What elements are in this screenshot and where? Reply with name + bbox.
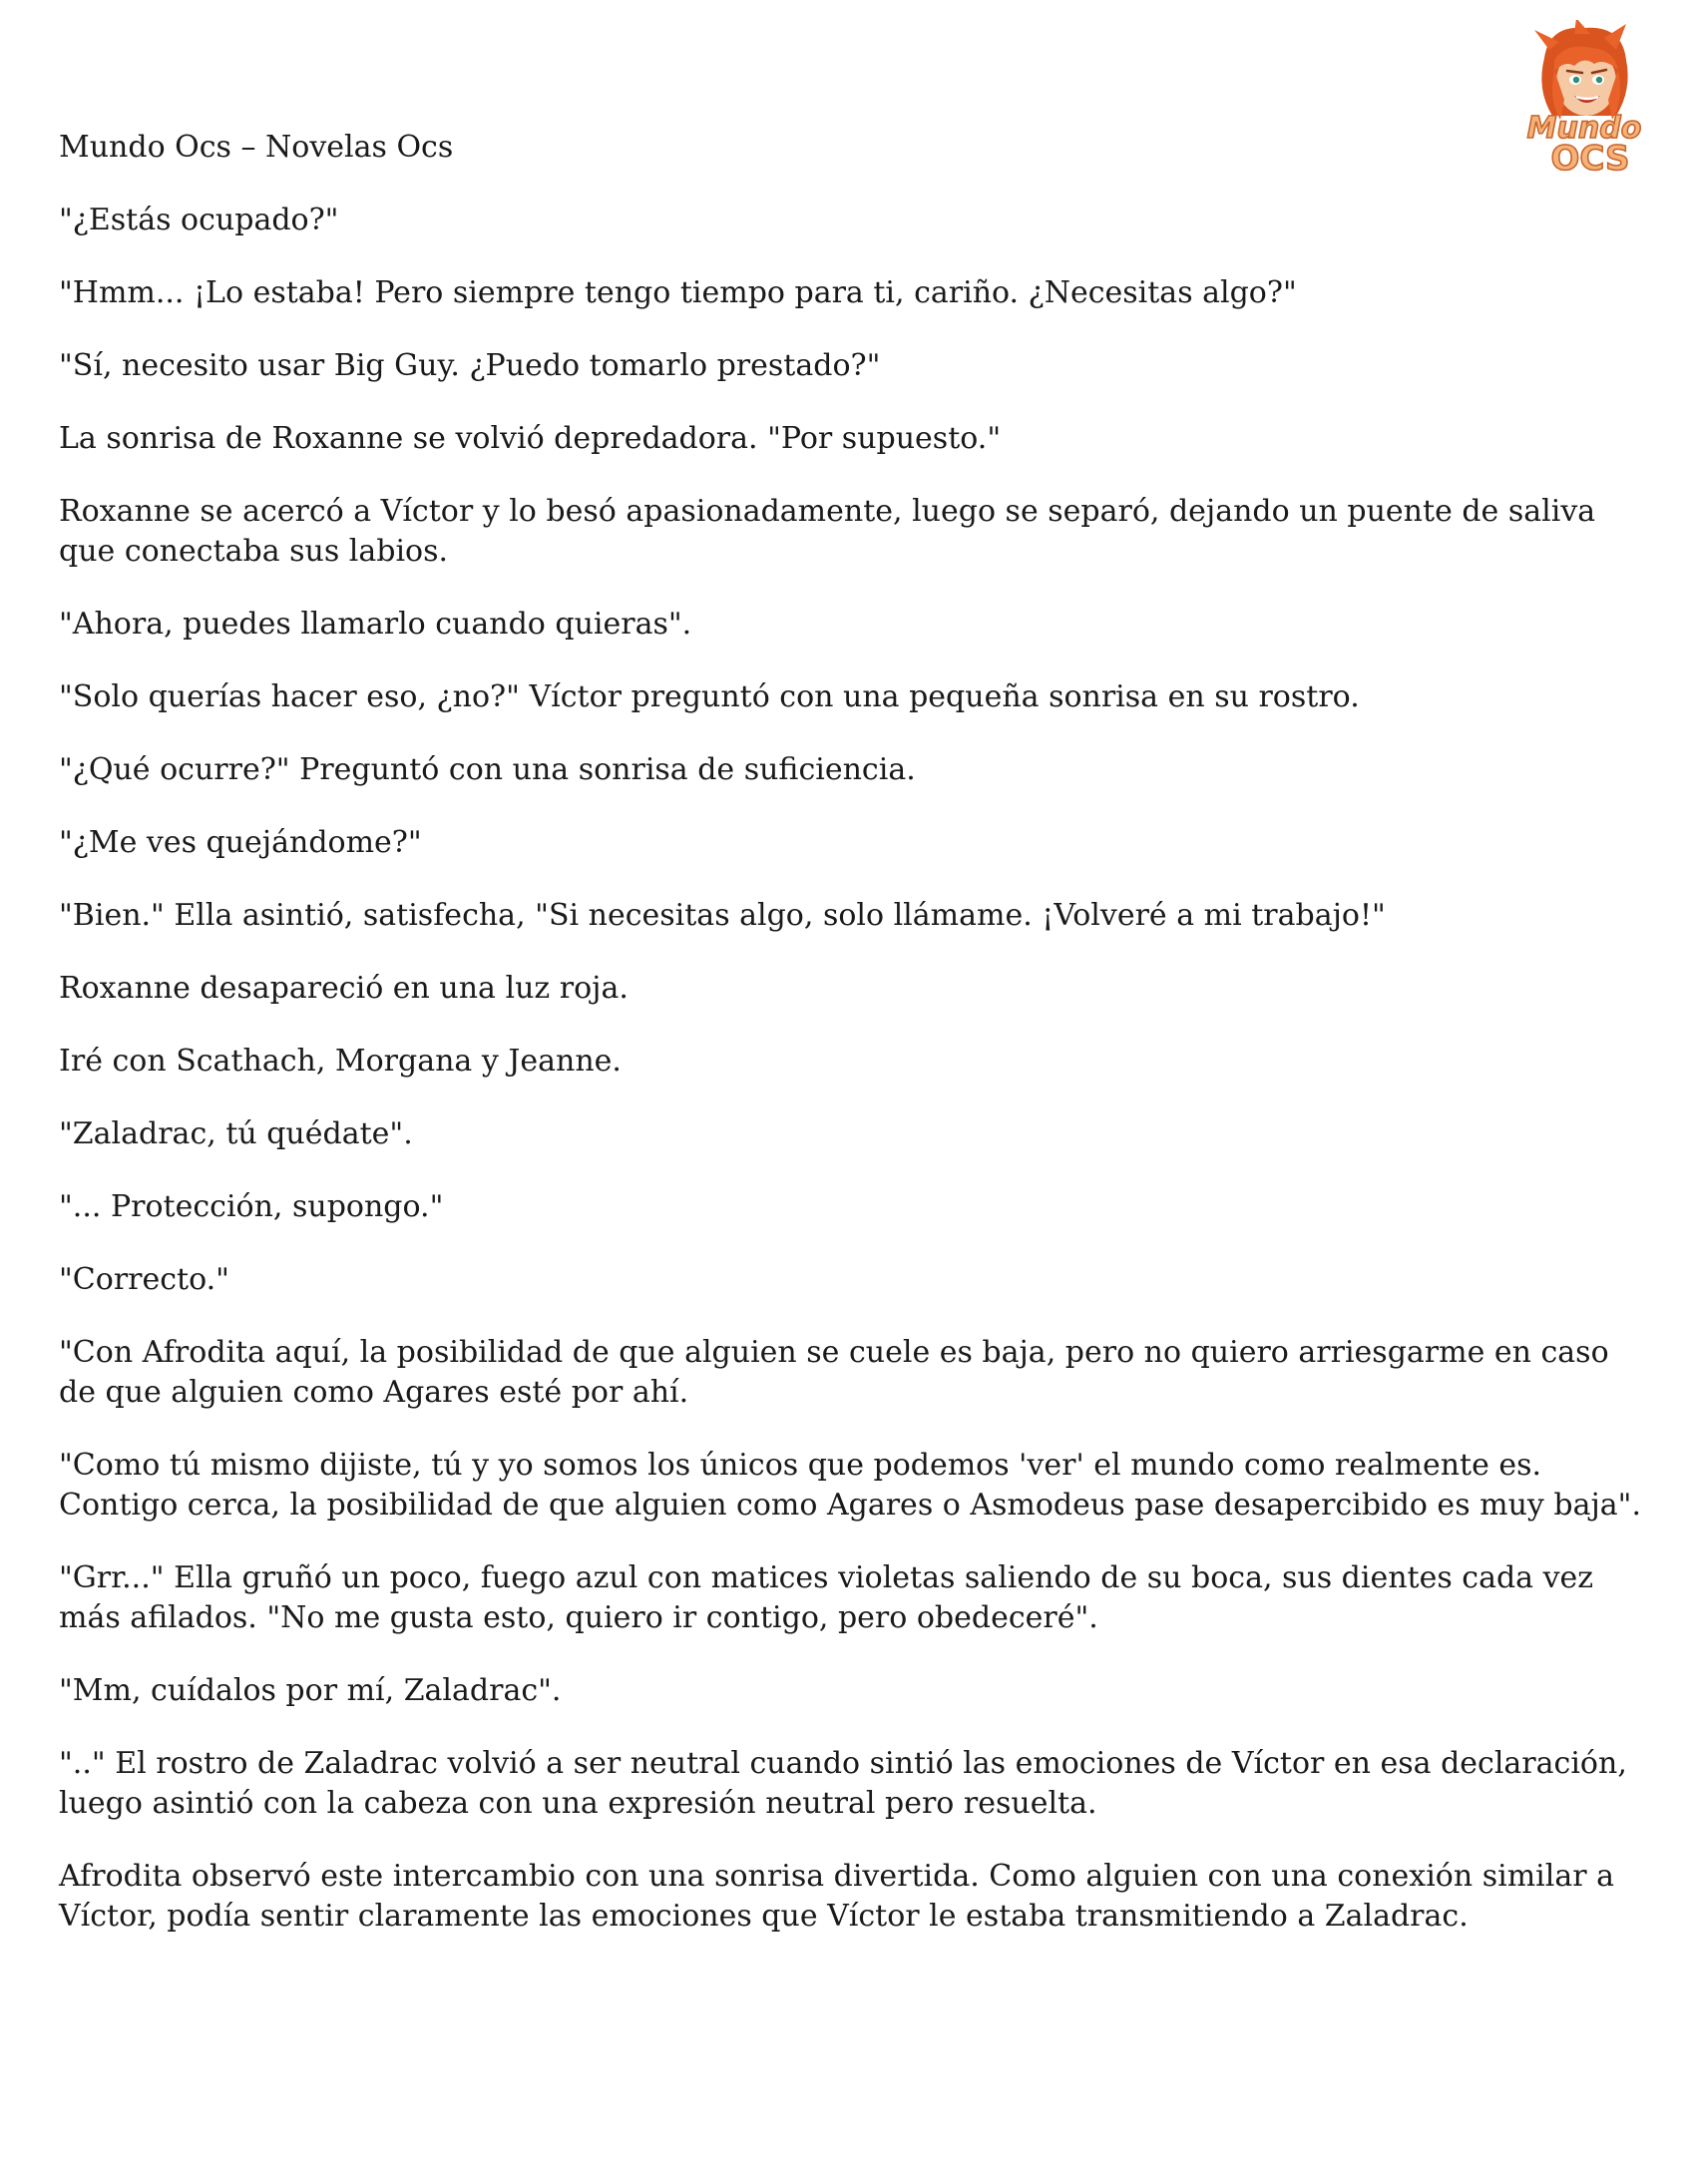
paragraph: ".." El rostro de Zaladrac volvió a ser neutral cuando sintió las emociones de Víctor en esa declaración, luego asintió con la cabeza con una expresión neutral pero resuelta. — [59, 1746, 1627, 1821]
paragraph: "Bien." Ella asintió, satisfecha, "Si necesitas algo, solo llámame. ¡Volveré a mi trabajo!" — [59, 898, 1386, 933]
paragraph: "Con Afrodita aquí, la posibilidad de que alguien se cuele es baja, pero no quiero arriesgarme en caso de que alguien como Agares esté por ahí. — [59, 1335, 1609, 1410]
paragraph: La sonrisa de Roxanne se volvió depredadora. "Por supuesto." — [59, 421, 1002, 456]
paragraph: "Como tú mismo dijiste, tú y yo somos los únicos que podemos 'ver' el mundo como realmente es. Contigo cerca, la posibilidad de que alguien como Agares o Asmodeus pase desapercibido es muy baja". — [59, 1448, 1641, 1523]
paragraph: Afrodita observó este intercambio con una sonrisa divertida. Como alguien con una conexión similar a Víctor, podía sentir claramente las emociones que Víctor le estaba transmitiendo a Zaladrac. — [59, 1859, 1614, 1934]
document-header: Mundo Ocs – Novelas Ocs — [59, 130, 454, 165]
paragraph: Roxanne se acercó a Víctor y lo besó apasionadamente, luego se separó, dejando un puente de saliva que conectaba sus labios. — [59, 494, 1596, 569]
paragraph: "Ahora, puedes llamarlo cuando quieras". — [59, 607, 692, 642]
paragraph: Roxanne desapareció en una luz roja. — [59, 971, 629, 1006]
paragraph: "... Protección, supongo." — [59, 1189, 444, 1224]
paragraph: "¿Estás ocupado?" — [59, 203, 339, 237]
paragraph: "Sí, necesito usar Big Guy. ¿Puedo tomarlo prestado?" — [59, 348, 881, 383]
paragraph: "Grr..." Ella gruñó un poco, fuego azul con matices violetas saliendo de su boca, sus dientes cada vez más afilados. "No me gusta esto, quiero ir contigo, pero obedeceré". — [59, 1560, 1594, 1635]
paragraph: "Hmm... ¡Lo estaba! Pero siempre tengo tiempo para ti, cariño. ¿Necesitas algo?" — [59, 275, 1297, 310]
paragraph: "Correcto." — [59, 1262, 229, 1297]
logo-text-top: Mundo — [1526, 111, 1642, 146]
paragraph: Iré con Scathach, Morgana y Jeanne. — [59, 1044, 622, 1079]
paragraph: "Zaladrac, tú quédate". — [59, 1116, 413, 1151]
document-body — [59, 128, 1655, 1969]
logo-text-bottom: OCS — [1550, 139, 1630, 179]
paragraph: "¿Me ves quejándome?" — [59, 825, 422, 860]
paragraph: "Solo querías hacer eso, ¿no?" Víctor preguntó con una pequeña sonrisa en su rostro. — [59, 679, 1360, 714]
paragraph: "¿Qué ocurre?" Preguntó con una sonrisa de suficiencia. — [59, 752, 916, 787]
paragraph: "Mm, cuídalos por mí, Zaladrac". — [59, 1673, 562, 1708]
